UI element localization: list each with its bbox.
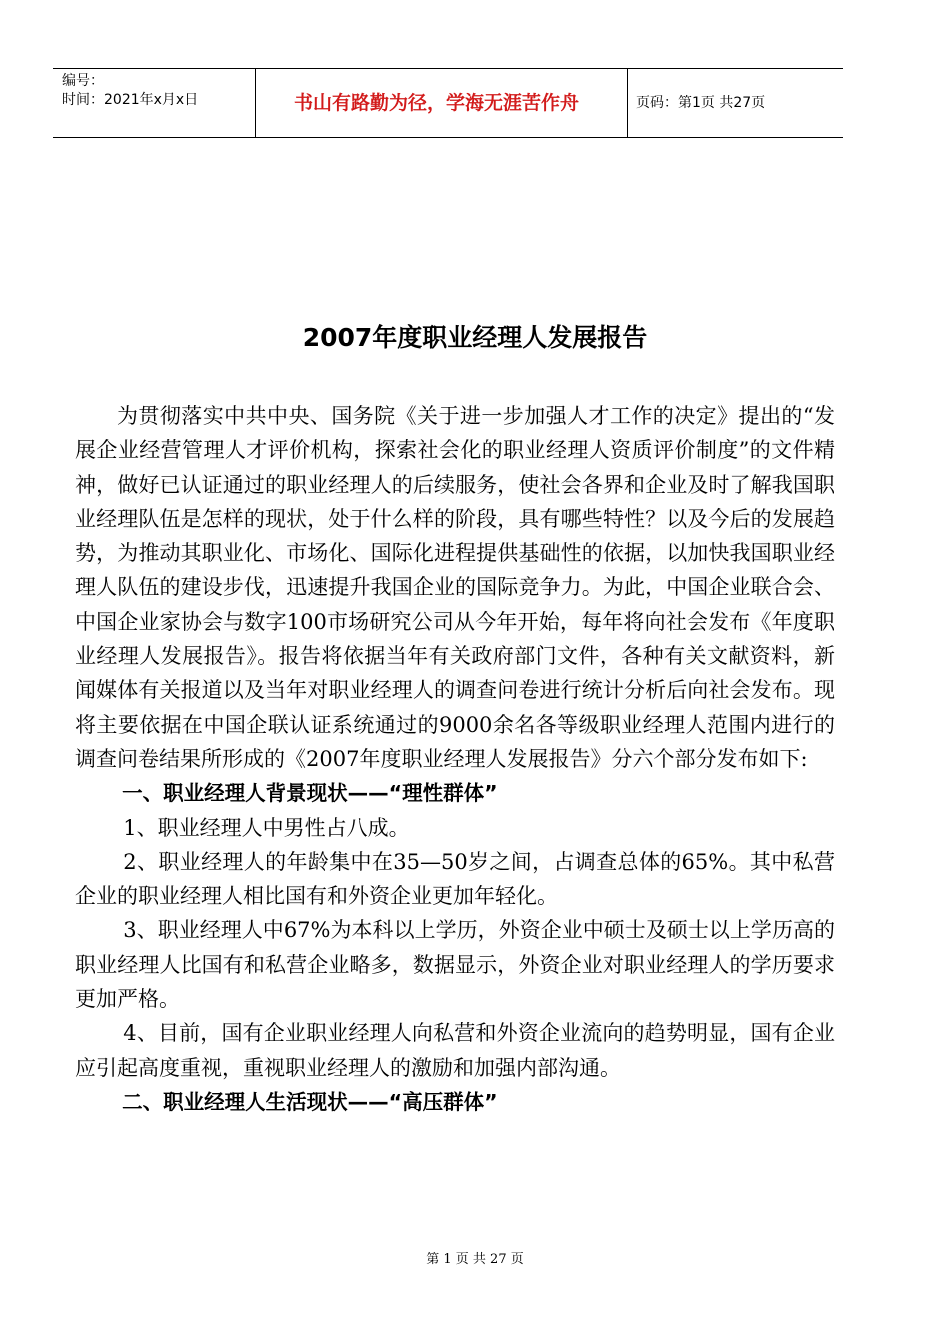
list-item-2: 2、职业经理人的年龄集中在35—50岁之间，占调查总体的65%。其中私营企业的职业经理人相比国有和外资企业更加年轻化。 (75, 849, 835, 909)
header-motto: 书山有路勤为径，学海无涯苦作舟 (256, 69, 628, 137)
intro-paragraph: 为贯彻落实中共中央、国务院《关于进一步加强人才工作的决定》提出的“发展企业经营管理人才评价机构，探索社会化的职业经理人资质评价制度”的文件精神，做好已认证通过的职业经理人的后续服务，使社会各界和企业及时了解我国职业经理队伍是怎样的现状，处于什么样的阶段，具有哪些特性？以及今后的发展趋势，为推动其职业化、市场化、国际化进程提供基础性的依据，以加快我国职业经理人队伍的建设步伐，迅速提升我国企业的国际竞争力。为此，中国企业联合会、中国企业家协会与数字100市场研究公司从今年开始，每年将向社会发布《年度职业经理人发展报告》。报告将依据当年有关政府部门文件，各种有关文献资料，新闻媒体有关报道以及当年对职业经理人的调查问卷进行统计分析后向社会发布。现将主要依据在中国企联认证系统通过的9000余名各等级职业经理人范围内进行的调查问卷结果所形成的《2007年度职业经理人发展报告》分六个部分发布如下: (75, 404, 835, 771)
section-heading-1: 一、职业经理人背景现状——“理性群体” (122, 781, 498, 806)
page-footer: 第 1 页 共 27 页 (426, 1252, 524, 1267)
list-item-3: 3、职业经理人中67%为本科以上学历，外资企业中硕士及硕士以上学历高的职业经理人比国有和私营企业略多，数据显示，外资企业对职业经理人的学历要求更加严格。 (75, 918, 835, 1012)
header-table (53, 68, 843, 138)
document-title: 2007年度职业经理人发展报告 (302, 323, 648, 352)
document-body (75, 399, 835, 1119)
list-item-1: 1、职业经理人中男性占八成。 (123, 815, 410, 840)
time-label: 时间：2021年x月x日 (62, 92, 199, 108)
number-label: 编号： (62, 73, 104, 89)
header-meta-cell (53, 69, 256, 137)
header-page-label: 页码：第1页 共27页 (636, 95, 766, 111)
list-item-4: 4、目前，国有企业职业经理人向私营和外资企业流向的趋势明显，国有企业应引起高度重视，重视职业经理人的激励和加强内部沟通。 (75, 1021, 835, 1080)
section-heading-2: 二、职业经理人生活现状——“高压群体” (122, 1089, 498, 1114)
